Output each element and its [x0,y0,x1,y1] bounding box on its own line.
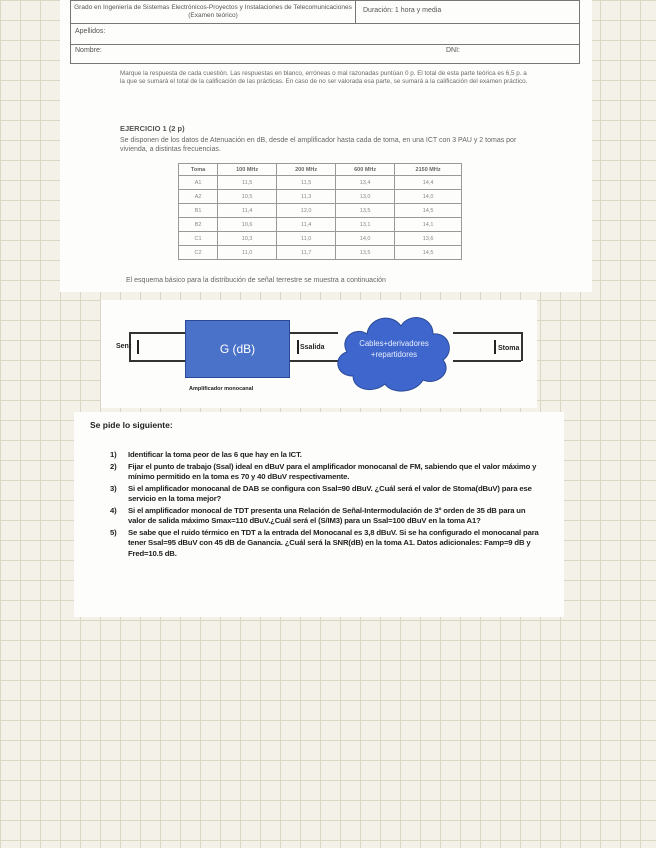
input-line-top [129,332,185,334]
questions-title: Se pide lo siguiente: [90,420,173,430]
amplifier-label: Amplificador monocanal [189,386,254,392]
table-header: 600 MHz [336,164,395,176]
table-cell: B1 [179,204,218,218]
output-line-top [453,332,521,334]
table-cell: 14,1 [395,218,462,232]
table-cell: 14,5 [395,246,462,260]
question-number: 1) [110,450,117,459]
table-cell: 13,6 [395,232,462,246]
table-cell: 13,5 [336,246,395,260]
question-number: 4) [110,505,117,515]
output-marker [297,340,299,354]
table-cell: 10,5 [218,190,277,204]
question-text: Fijar el punto de trabajo (Ssal) ideal en dBuV para el amplificador monocanal de FM, sabiendo que el valor máximo y mínimo permitido en la toma es 70 y 40 dBuV respectivamente. [128,461,537,481]
table-cell: 14,0 [395,190,462,204]
question-item [110,450,540,461]
questions-list [110,450,540,560]
table-cell: 11,0 [277,232,336,246]
questions-sheet [74,412,564,617]
cloud-label [339,338,449,360]
table-header: 100 MHz [218,164,277,176]
question-text: Identificar la toma peor de las 6 que hay en la ICT. [128,450,302,459]
table-cell: 14,4 [395,176,462,190]
output-line-bottom [453,360,521,362]
table-header: Toma [179,164,218,176]
input-marker [137,340,139,354]
table-cell: 11,4 [218,204,277,218]
s-salida-label: Ssalida [300,344,325,351]
table-row [179,232,462,246]
table-header-row [179,164,462,176]
degree-title: Grado en Ingeniería de Sistemas Electrónicos-Proyectos y Instalaciones de Telecomunicaciones (Examen teórico) [71,1,356,23]
exam-sheet-top [60,0,592,292]
question-text: Si el amplificador monocal de TDT presenta una Relación de Señal-Intermodulación de 3º orden de 35 dB para un valor de salida máximo Smax=110 dBuV.¿Cuál será el (S/IM3) para un Ssal=100 dBuV en la toma A1? [128,505,526,525]
output-line-right [521,332,523,361]
table-cell: 12,0 [277,204,336,218]
question-number: 2) [110,461,117,471]
table-cell: 11,5 [218,176,277,190]
table-cell: 13,0 [336,190,395,204]
table-cell: A1 [179,176,218,190]
table-row [179,218,462,232]
question-item [110,484,540,505]
instructions: Marque la respuesta de cada cuestión. Las respuestas en blanco, erróneas o mal razonadas puntúan 0 p. El total de esta parte teórica es 6,5 p. a la que se sumará el total de la calificación de las prácticas. En caso de no ser valorada esa parte, se sumará a la calificación del examen práctico. [120,70,528,85]
table-cell: C2 [179,246,218,260]
dni-label: DNI: [446,47,460,54]
amplifier-block [185,320,290,378]
table-cell: C1 [179,232,218,246]
duration: Duración: 1 hora y media [363,7,442,14]
table-row [179,190,462,204]
attenuation-table [178,163,462,260]
table-cell: 11,5 [277,176,336,190]
table-row [179,204,462,218]
diagram-intro: El esquema básico para la distribución de señal terrestre se muestra a continuación [126,277,386,284]
exam-header [70,0,580,64]
question-item [110,528,540,560]
table-cell: 13,5 [336,204,395,218]
surname-label: Apellidos: [75,28,106,35]
table-row [179,246,462,260]
distribution-diagram [101,300,537,408]
table-cell: 13,1 [336,218,395,232]
name-label: Nombre: [75,47,102,54]
table-header: 2150 MHz [395,164,462,176]
table-cell: B2 [179,218,218,232]
question-text: Si el amplificador monocanal de DAB se configura con Ssal=90 dBuV. ¿Cuál será el valor de Stoma(dBuV) para ese servicio en la toma mejor? [128,483,532,503]
table-cell: 10,6 [218,218,277,232]
table-cell: A2 [179,190,218,204]
table-row [179,176,462,190]
question-item [110,506,540,527]
exercise-statement: Se disponen de los datos de Atenuación en dB, desde el amplificador hasta cada de toma, en una ICT con 3 PAU y 2 tomas por vivienda, a distintas frecuencias. [120,137,517,153]
table-cell: 10,3 [218,232,277,246]
toma-marker [494,340,496,354]
cloud-label-line1: Cables+derivadores [359,339,429,348]
exercise-title: EJERCICIO 1 (2 p) [120,124,185,133]
table-header: 200 MHz [277,164,336,176]
question-item [110,462,540,483]
question-number: 3) [110,483,117,493]
table-cell: 11,3 [277,190,336,204]
s-ent-label: Sent [116,343,132,350]
gain-label: G (dB) [219,342,256,356]
table-cell: 13,4 [336,176,395,190]
table-cell: 14,0 [336,232,395,246]
cloud-label-line2: +repartidores [370,350,418,359]
input-line-bottom [129,360,185,362]
table-cell: 14,5 [395,204,462,218]
question-text: Se sabe que el ruido térmico en TDT a la entrada del Monocanal es 3,8 dBuV. Si se ha configurado el monocanal para tener Ssal=95 dBuV con 45 dB de Ganancia. ¿Cuál será la SNR(dB) en la toma A1. Datos adicionales: Famp=9 dB y Fred=10.5 dB. [128,527,539,558]
table-cell: 11,0 [218,246,277,260]
s-toma-label: Stoma [498,345,520,352]
table-cell: 11,7 [277,246,336,260]
table-cell: 11,4 [277,218,336,232]
question-number: 5) [110,527,117,537]
